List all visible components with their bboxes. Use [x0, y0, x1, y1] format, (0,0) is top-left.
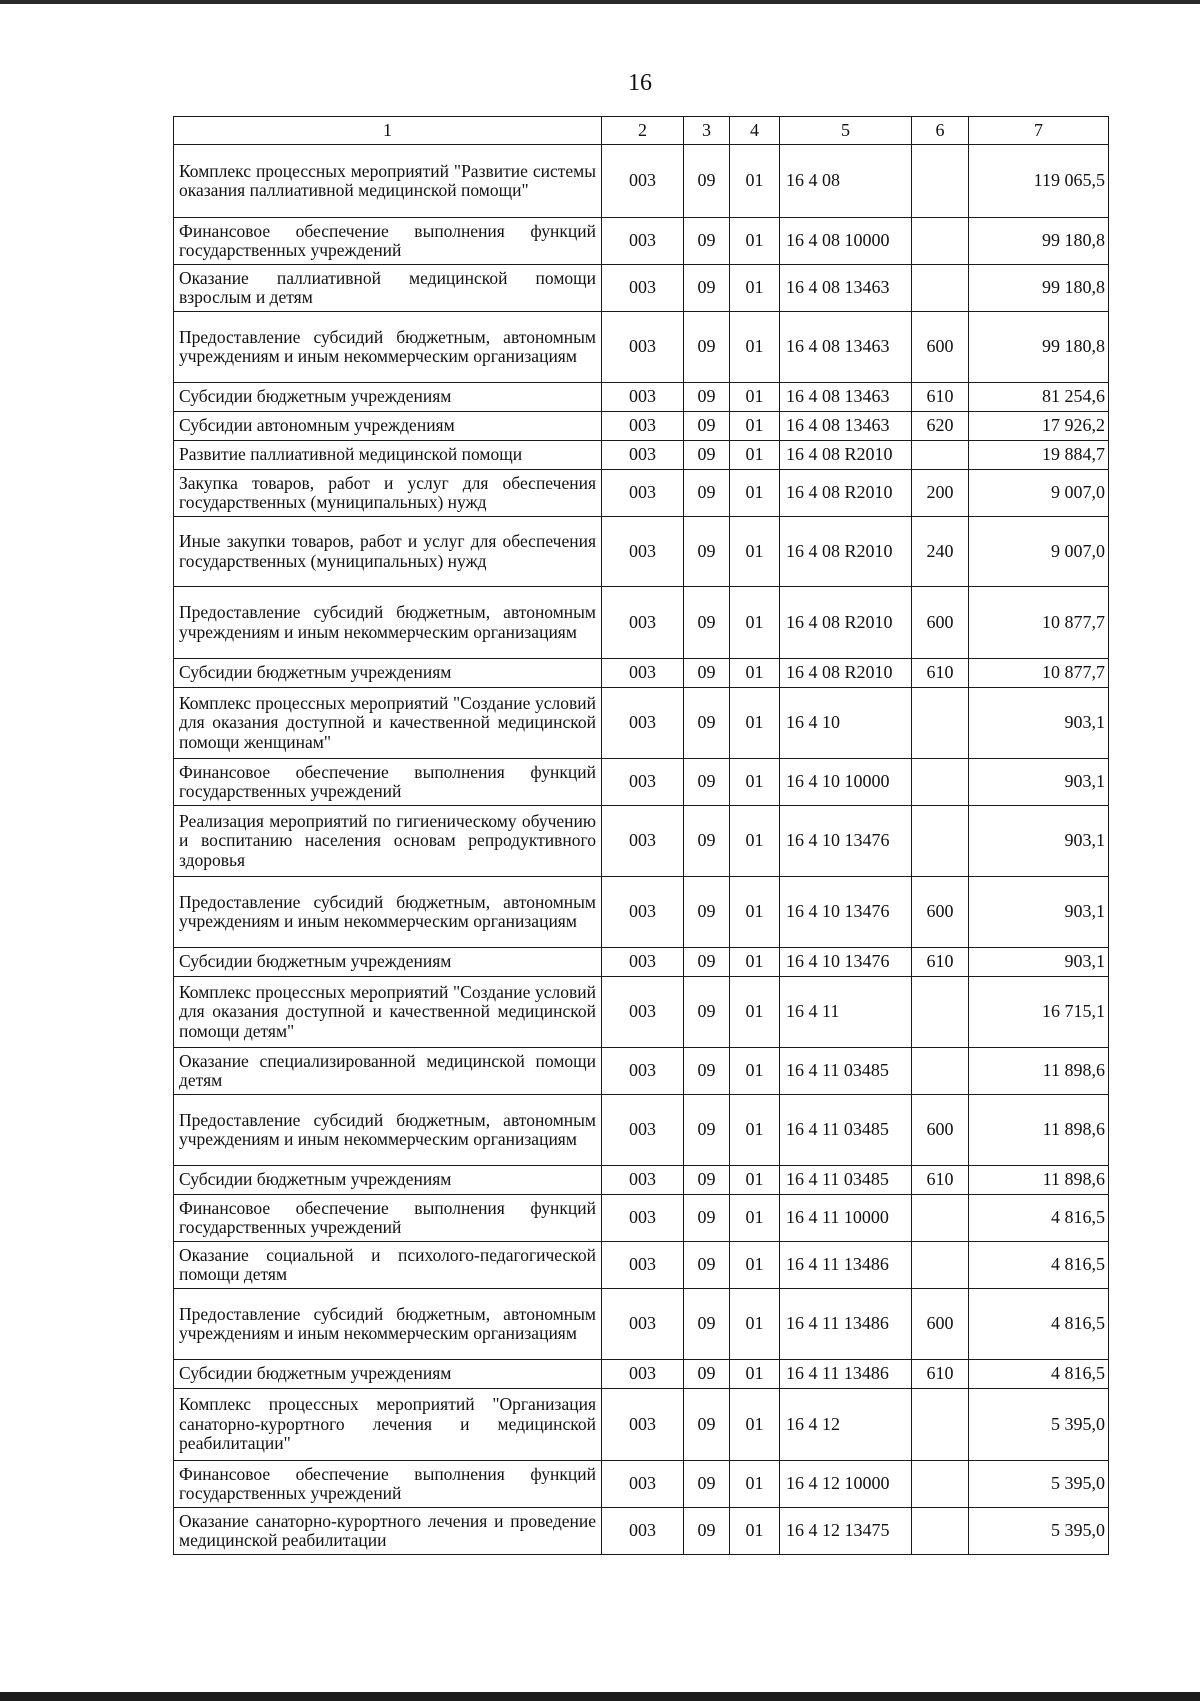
admin-code-cell: 003 — [602, 1095, 684, 1166]
section-cell: 09 — [684, 977, 730, 1048]
subsection-cell: 01 — [730, 977, 780, 1048]
amount-cell: 903,1 — [969, 688, 1109, 759]
section-cell: 09 — [684, 383, 730, 412]
header-cell: 4 — [730, 117, 780, 145]
row-name-cell: Субсидии бюджетным учреждениям — [174, 1360, 602, 1389]
expense-type-cell — [912, 1461, 969, 1508]
header-cell: 1 — [174, 117, 602, 145]
table-row — [174, 145, 1109, 218]
target-article-cell: 16 4 08 — [780, 145, 912, 218]
table-row — [174, 806, 1109, 877]
admin-code-cell: 003 — [602, 312, 684, 383]
section-cell: 09 — [684, 470, 730, 517]
target-article-cell: 16 4 08 R2010 — [780, 470, 912, 517]
table-row — [174, 1195, 1109, 1242]
target-article-cell: 16 4 11 13486 — [780, 1242, 912, 1289]
table-row — [174, 948, 1109, 977]
table-body — [174, 145, 1109, 1555]
table-row — [174, 977, 1109, 1048]
subsection-cell: 01 — [730, 659, 780, 688]
section-cell: 09 — [684, 218, 730, 265]
amount-cell: 10 877,7 — [969, 587, 1109, 659]
table-row — [174, 1389, 1109, 1461]
subsection-cell: 01 — [730, 412, 780, 441]
table-row — [174, 1048, 1109, 1095]
admin-code-cell: 003 — [602, 1048, 684, 1095]
subsection-cell: 01 — [730, 877, 780, 948]
subsection-cell: 01 — [730, 1360, 780, 1389]
row-name-cell: Развитие паллиативной медицинской помощи — [174, 441, 602, 470]
amount-cell: 119 065,5 — [969, 145, 1109, 218]
amount-cell: 4 816,5 — [969, 1360, 1109, 1389]
subsection-cell: 01 — [730, 806, 780, 877]
expense-type-cell: 620 — [912, 412, 969, 441]
target-article-cell: 16 4 08 R2010 — [780, 517, 912, 587]
expense-type-cell — [912, 441, 969, 470]
table-row — [174, 1166, 1109, 1195]
row-name-cell: Комплекс процессных мероприятий "Создание условий для оказания доступной и качественной медицинской помощи детям" — [174, 977, 602, 1048]
admin-code-cell: 003 — [602, 145, 684, 218]
section-cell: 09 — [684, 1048, 730, 1095]
amount-cell: 9 007,0 — [969, 470, 1109, 517]
expense-type-cell: 600 — [912, 1289, 969, 1360]
target-article-cell: 16 4 08 13463 — [780, 383, 912, 412]
section-cell: 09 — [684, 948, 730, 977]
header-row — [174, 117, 1109, 145]
row-name-cell: Реализация мероприятий по гигиеническому обучению и воспитанию населения основам репродуктивного здоровья — [174, 806, 602, 877]
amount-cell: 9 007,0 — [969, 517, 1109, 587]
row-name-cell: Предоставление субсидий бюджетным, автономным учреждениям и иным некоммерческим организациям — [174, 312, 602, 383]
row-name-cell: Субсидии бюджетным учреждениям — [174, 1166, 602, 1195]
section-cell: 09 — [684, 145, 730, 218]
section-cell: 09 — [684, 1095, 730, 1166]
table-row — [174, 265, 1109, 312]
expense-type-cell: 600 — [912, 1095, 969, 1166]
subsection-cell: 01 — [730, 759, 780, 806]
section-cell: 09 — [684, 1242, 730, 1289]
subsection-cell: 01 — [730, 1095, 780, 1166]
admin-code-cell: 003 — [602, 265, 684, 312]
expense-type-cell: 600 — [912, 312, 969, 383]
admin-code-cell: 003 — [602, 1389, 684, 1461]
expense-type-cell — [912, 977, 969, 1048]
row-name-cell: Оказание социальной и психолого-педагогической помощи детям — [174, 1242, 602, 1289]
expense-type-cell — [912, 265, 969, 312]
amount-cell: 11 898,6 — [969, 1095, 1109, 1166]
expense-type-cell — [912, 1508, 969, 1555]
row-name-cell: Предоставление субсидий бюджетным, автономным учреждениям и иным некоммерческим организациям — [174, 587, 602, 659]
row-name-cell: Предоставление субсидий бюджетным, автономным учреждениям и иным некоммерческим организациям — [174, 877, 602, 948]
row-name-cell: Закупка товаров, работ и услуг для обеспечения государственных (муниципальных) нужд — [174, 470, 602, 517]
section-cell: 09 — [684, 659, 730, 688]
amount-cell: 99 180,8 — [969, 218, 1109, 265]
expense-type-cell: 610 — [912, 383, 969, 412]
section-cell: 09 — [684, 1166, 730, 1195]
row-name-cell: Комплекс процессных мероприятий "Развитие системы оказания паллиативной медицинской помощи" — [174, 145, 602, 218]
table-row — [174, 218, 1109, 265]
target-article-cell: 16 4 12 10000 — [780, 1461, 912, 1508]
amount-cell: 5 395,0 — [969, 1461, 1109, 1508]
target-article-cell: 16 4 10 13476 — [780, 877, 912, 948]
amount-cell: 19 884,7 — [969, 441, 1109, 470]
expense-type-cell — [912, 806, 969, 877]
expense-type-cell — [912, 759, 969, 806]
header-cell: 5 — [780, 117, 912, 145]
admin-code-cell: 003 — [602, 759, 684, 806]
amount-cell: 11 898,6 — [969, 1166, 1109, 1195]
target-article-cell: 16 4 08 R2010 — [780, 659, 912, 688]
target-article-cell: 16 4 08 13463 — [780, 312, 912, 383]
target-article-cell: 16 4 08 13463 — [780, 412, 912, 441]
target-article-cell: 16 4 11 13486 — [780, 1360, 912, 1389]
amount-cell: 99 180,8 — [969, 265, 1109, 312]
header-cell: 2 — [602, 117, 684, 145]
row-name-cell: Финансовое обеспечение выполнения функций государственных учреждений — [174, 1461, 602, 1508]
amount-cell: 5 395,0 — [969, 1508, 1109, 1555]
section-cell: 09 — [684, 517, 730, 587]
subsection-cell: 01 — [730, 517, 780, 587]
target-article-cell: 16 4 08 R2010 — [780, 441, 912, 470]
expense-type-cell: 200 — [912, 470, 969, 517]
amount-cell: 903,1 — [969, 877, 1109, 948]
subsection-cell: 01 — [730, 1166, 780, 1195]
amount-cell: 99 180,8 — [969, 312, 1109, 383]
table-row — [174, 1242, 1109, 1289]
section-cell: 09 — [684, 759, 730, 806]
header-cell: 3 — [684, 117, 730, 145]
row-name-cell: Предоставление субсидий бюджетным, автономным учреждениям и иным некоммерческим организациям — [174, 1289, 602, 1360]
row-name-cell: Субсидии бюджетным учреждениям — [174, 383, 602, 412]
subsection-cell: 01 — [730, 948, 780, 977]
row-name-cell: Оказание специализированной медицинской помощи детям — [174, 1048, 602, 1095]
section-cell: 09 — [684, 265, 730, 312]
admin-code-cell: 003 — [602, 470, 684, 517]
target-article-cell: 16 4 10 10000 — [780, 759, 912, 806]
table-row — [174, 587, 1109, 659]
header-cell: 6 — [912, 117, 969, 145]
amount-cell: 903,1 — [969, 806, 1109, 877]
section-cell: 09 — [684, 688, 730, 759]
admin-code-cell: 003 — [602, 218, 684, 265]
amount-cell: 17 926,2 — [969, 412, 1109, 441]
target-article-cell: 16 4 11 03485 — [780, 1048, 912, 1095]
amount-cell: 10 877,7 — [969, 659, 1109, 688]
section-cell: 09 — [684, 412, 730, 441]
target-article-cell: 16 4 08 R2010 — [780, 587, 912, 659]
admin-code-cell: 003 — [602, 659, 684, 688]
subsection-cell: 01 — [730, 587, 780, 659]
admin-code-cell: 003 — [602, 1289, 684, 1360]
target-article-cell: 16 4 12 — [780, 1389, 912, 1461]
expense-type-cell: 240 — [912, 517, 969, 587]
section-cell: 09 — [684, 877, 730, 948]
expense-type-cell: 610 — [912, 1360, 969, 1389]
section-cell: 09 — [684, 312, 730, 383]
amount-cell: 4 816,5 — [969, 1289, 1109, 1360]
expense-type-cell — [912, 688, 969, 759]
expense-type-cell: 610 — [912, 659, 969, 688]
row-name-cell: Финансовое обеспечение выполнения функций государственных учреждений — [174, 1195, 602, 1242]
admin-code-cell: 003 — [602, 877, 684, 948]
expense-type-cell — [912, 1048, 969, 1095]
admin-code-cell: 003 — [602, 1461, 684, 1508]
admin-code-cell: 003 — [602, 517, 684, 587]
target-article-cell: 16 4 12 13475 — [780, 1508, 912, 1555]
header-cell: 7 — [969, 117, 1109, 145]
expense-type-cell — [912, 218, 969, 265]
row-name-cell: Оказание санаторно-курортного лечения и проведение медицинской реабилитации — [174, 1508, 602, 1555]
expense-type-cell — [912, 1195, 969, 1242]
target-article-cell: 16 4 11 — [780, 977, 912, 1048]
amount-cell: 5 395,0 — [969, 1389, 1109, 1461]
budget-table — [173, 116, 1109, 1555]
subsection-cell: 01 — [730, 1289, 780, 1360]
section-cell: 09 — [684, 441, 730, 470]
target-article-cell: 16 4 10 — [780, 688, 912, 759]
table-row — [174, 877, 1109, 948]
row-name-cell: Комплекс процессных мероприятий "Создание условий для оказания доступной и качественной медицинской помощи женщинам" — [174, 688, 602, 759]
row-name-cell: Иные закупки товаров, работ и услуг для обеспечения государственных (муниципальных) нужд — [174, 517, 602, 587]
expense-type-cell: 600 — [912, 877, 969, 948]
amount-cell: 903,1 — [969, 948, 1109, 977]
section-cell: 09 — [684, 1461, 730, 1508]
admin-code-cell: 003 — [602, 977, 684, 1048]
section-cell: 09 — [684, 587, 730, 659]
table-row — [174, 659, 1109, 688]
target-article-cell: 16 4 11 03485 — [780, 1166, 912, 1195]
admin-code-cell: 003 — [602, 587, 684, 659]
expense-type-cell — [912, 1389, 969, 1461]
table-row — [174, 412, 1109, 441]
target-article-cell: 16 4 10 13476 — [780, 948, 912, 977]
amount-cell: 4 816,5 — [969, 1242, 1109, 1289]
scan-edge-bottom — [0, 1692, 1200, 1701]
table-row — [174, 441, 1109, 470]
admin-code-cell: 003 — [602, 806, 684, 877]
admin-code-cell: 003 — [602, 412, 684, 441]
subsection-cell: 01 — [730, 265, 780, 312]
target-article-cell: 16 4 10 13476 — [780, 806, 912, 877]
page-number: 16 — [628, 70, 652, 96]
target-article-cell: 16 4 11 13486 — [780, 1289, 912, 1360]
row-name-cell: Комплекс процессных мероприятий "Организация санаторно-курортного лечения и медицинской реабилитации" — [174, 1389, 602, 1461]
target-article-cell: 16 4 11 10000 — [780, 1195, 912, 1242]
admin-code-cell: 003 — [602, 1195, 684, 1242]
subsection-cell: 01 — [730, 1242, 780, 1289]
amount-cell: 4 816,5 — [969, 1195, 1109, 1242]
scan-edge-top — [0, 0, 1200, 4]
target-article-cell: 16 4 08 10000 — [780, 218, 912, 265]
row-name-cell: Субсидии автономным учреждениям — [174, 412, 602, 441]
amount-cell: 81 254,6 — [969, 383, 1109, 412]
row-name-cell: Финансовое обеспечение выполнения функций государственных учреждений — [174, 759, 602, 806]
table-row — [174, 383, 1109, 412]
table-row — [174, 759, 1109, 806]
table-row — [174, 312, 1109, 383]
section-cell: 09 — [684, 1389, 730, 1461]
amount-cell: 11 898,6 — [969, 1048, 1109, 1095]
table-row — [174, 1289, 1109, 1360]
subsection-cell: 01 — [730, 1389, 780, 1461]
row-name-cell: Оказание паллиативной медицинской помощи взрослым и детям — [174, 265, 602, 312]
table-row — [174, 470, 1109, 517]
table-row — [174, 517, 1109, 587]
admin-code-cell: 003 — [602, 948, 684, 977]
admin-code-cell: 003 — [602, 383, 684, 412]
subsection-cell: 01 — [730, 145, 780, 218]
amount-cell: 16 715,1 — [969, 977, 1109, 1048]
section-cell: 09 — [684, 806, 730, 877]
subsection-cell: 01 — [730, 218, 780, 265]
table-row — [174, 1095, 1109, 1166]
admin-code-cell: 003 — [602, 1360, 684, 1389]
subsection-cell: 01 — [730, 1461, 780, 1508]
expense-type-cell: 600 — [912, 587, 969, 659]
amount-cell: 903,1 — [969, 759, 1109, 806]
subsection-cell: 01 — [730, 1195, 780, 1242]
row-name-cell: Предоставление субсидий бюджетным, автономным учреждениям и иным некоммерческим организациям — [174, 1095, 602, 1166]
table-row — [174, 1461, 1109, 1508]
target-article-cell: 16 4 11 03485 — [780, 1095, 912, 1166]
subsection-cell: 01 — [730, 312, 780, 383]
row-name-cell: Финансовое обеспечение выполнения функций государственных учреждений — [174, 218, 602, 265]
table-row — [174, 1508, 1109, 1555]
row-name-cell: Субсидии бюджетным учреждениям — [174, 948, 602, 977]
subsection-cell: 01 — [730, 383, 780, 412]
subsection-cell: 01 — [730, 470, 780, 517]
expense-type-cell: 610 — [912, 948, 969, 977]
expense-type-cell — [912, 145, 969, 218]
section-cell: 09 — [684, 1289, 730, 1360]
expense-type-cell — [912, 1242, 969, 1289]
admin-code-cell: 003 — [602, 1166, 684, 1195]
subsection-cell: 01 — [730, 441, 780, 470]
target-article-cell: 16 4 08 13463 — [780, 265, 912, 312]
subsection-cell: 01 — [730, 688, 780, 759]
subsection-cell: 01 — [730, 1508, 780, 1555]
admin-code-cell: 003 — [602, 1508, 684, 1555]
expense-type-cell: 610 — [912, 1166, 969, 1195]
section-cell: 09 — [684, 1360, 730, 1389]
section-cell: 09 — [684, 1508, 730, 1555]
admin-code-cell: 003 — [602, 1242, 684, 1289]
section-cell: 09 — [684, 1195, 730, 1242]
row-name-cell: Субсидии бюджетным учреждениям — [174, 659, 602, 688]
subsection-cell: 01 — [730, 1048, 780, 1095]
table-row — [174, 1360, 1109, 1389]
table-row — [174, 688, 1109, 759]
admin-code-cell: 003 — [602, 688, 684, 759]
admin-code-cell: 003 — [602, 441, 684, 470]
